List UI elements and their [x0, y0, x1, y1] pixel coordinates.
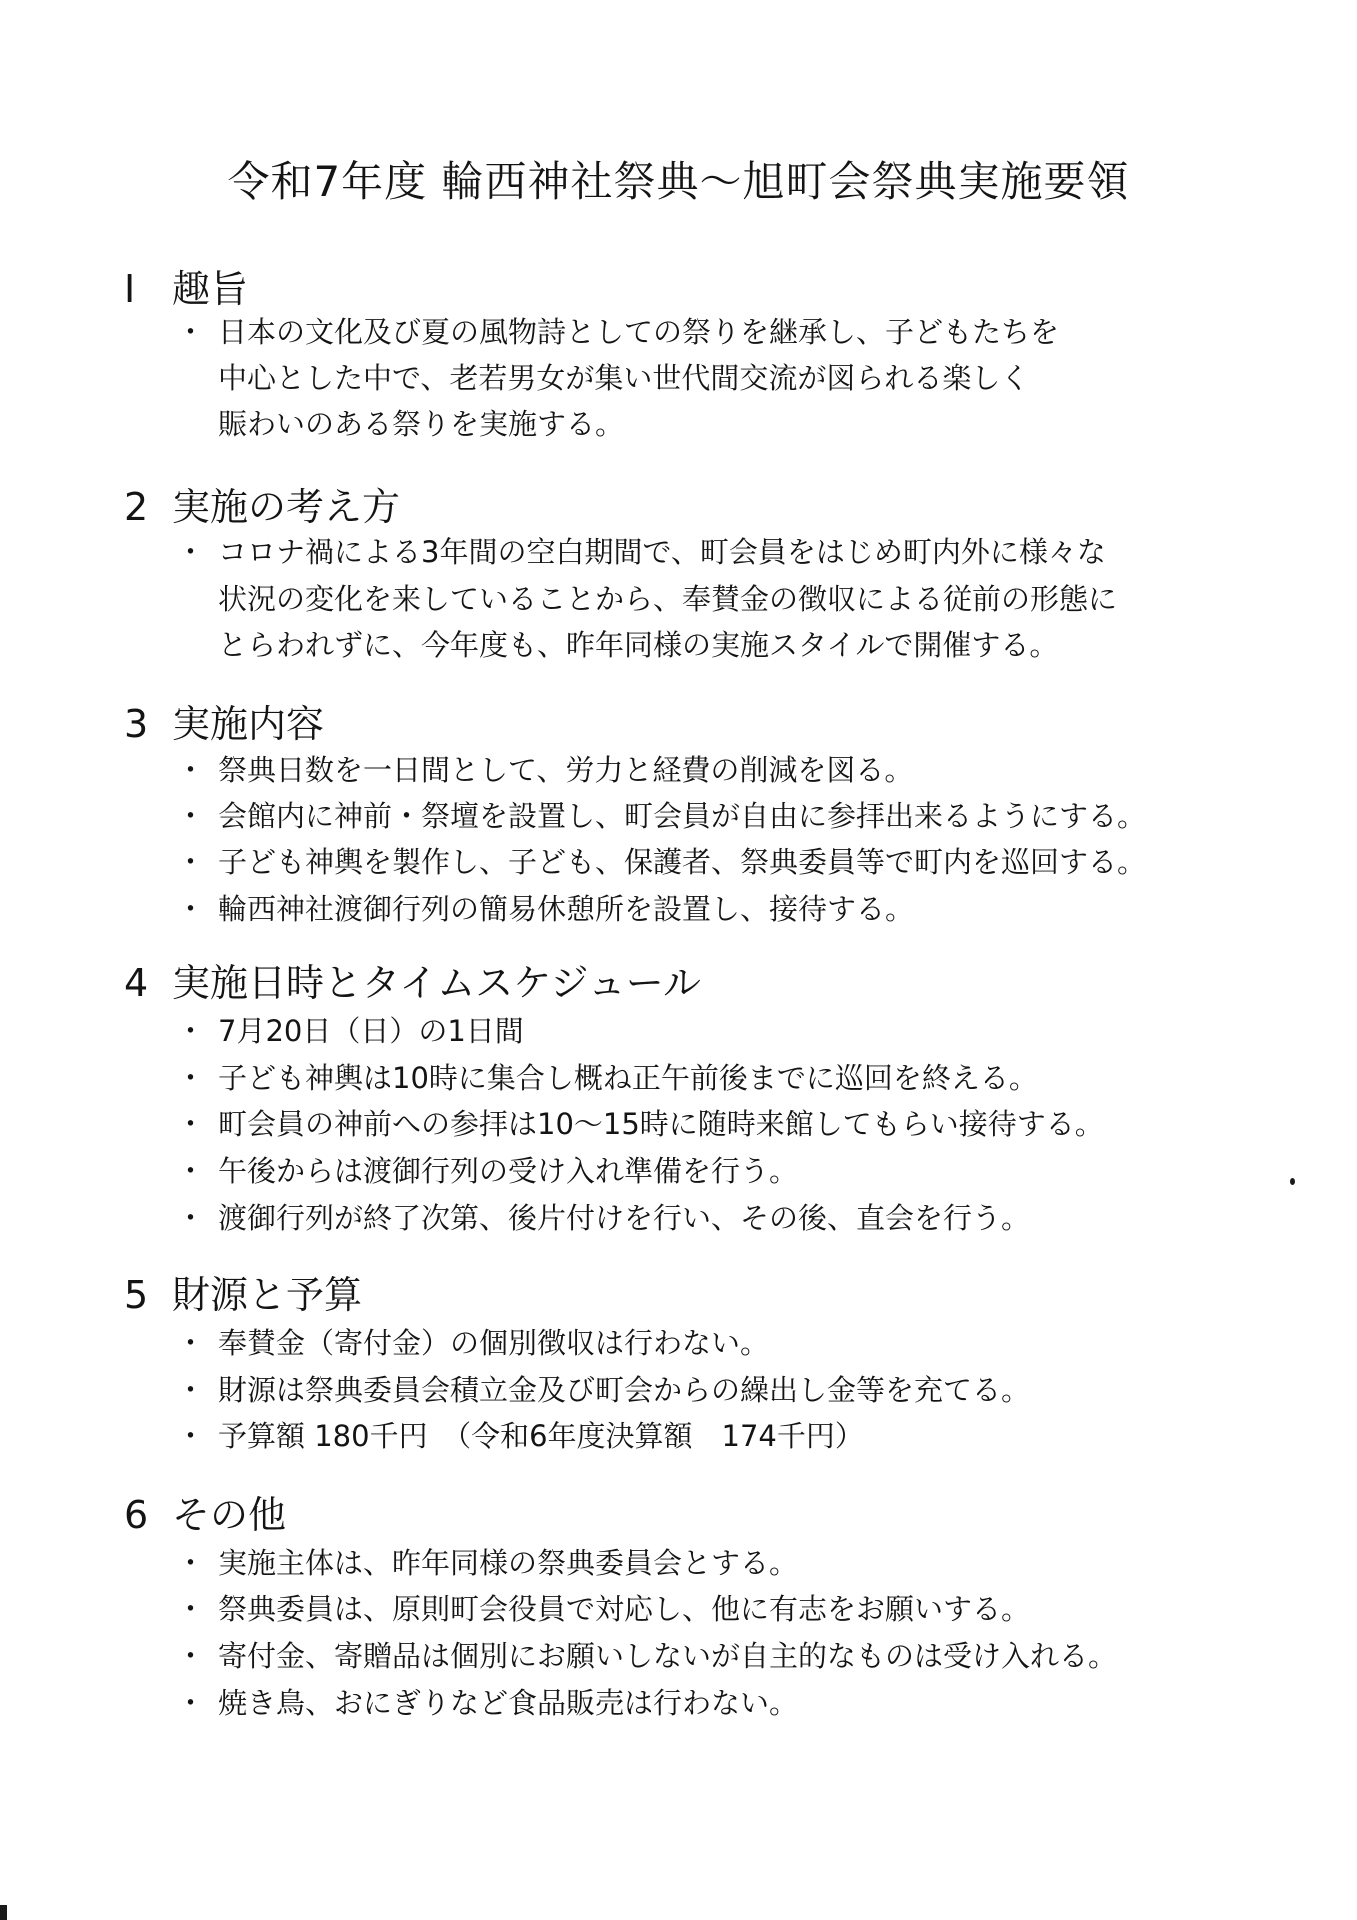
section-heading: [124, 1488, 286, 1542]
bullet-marker: ・: [176, 1014, 206, 1048]
section-title: 趣旨: [172, 267, 249, 311]
bullet-marker: ・: [176, 799, 206, 833]
bullet-marker: ・: [176, 1686, 206, 1720]
section-number: 6: [124, 1493, 149, 1537]
body-text-line: 寄付金、寄贈品は個別にお願いしないが自主的なものは受け入れる。: [218, 1639, 1118, 1673]
section-number: 2: [124, 485, 149, 529]
bullet-marker: ・: [176, 1592, 206, 1626]
body-text-line: コロナ禍による3年間の空白期間で、町会員をはじめ町内外に様々な: [218, 535, 1106, 569]
section-title: 実施日時とタイムスケジュール: [172, 961, 701, 1005]
body-text-line: 輪西神社渡御行列の簡易休憩所を設置し、接待する。: [218, 892, 915, 926]
bullet-marker: ・: [176, 892, 206, 926]
bullet-marker: ・: [176, 1201, 206, 1235]
section-heading: [124, 956, 701, 1010]
section-number: 3: [124, 702, 149, 746]
bullet-marker: ・: [176, 1107, 206, 1141]
bullet-marker: ・: [176, 1154, 206, 1188]
body-text-line: 午後からは渡御行列の受け入れ準備を行う。: [218, 1154, 799, 1188]
section-heading: [124, 480, 400, 534]
body-text-line: 中心とした中で、老若男女が集い世代間交流が図られる楽しく: [218, 361, 1030, 395]
body-text-line: 実施主体は、昨年同様の祭典委員会とする。: [218, 1546, 799, 1580]
section-heading: [124, 262, 248, 316]
bullet-marker: ・: [176, 535, 206, 569]
bullet-marker: ・: [176, 845, 206, 879]
document-title: 令和7年度 輪西神社祭典～旭町会祭典実施要領: [227, 157, 1130, 206]
scan-edge-mark: [0, 1905, 7, 1920]
body-text-line: 子ども神輿を製作し、子ども、保護者、祭典委員等で町内を巡回する。: [218, 845, 1147, 879]
bullet-marker: ・: [176, 1419, 206, 1453]
body-text-line: 渡御行列が終了次第、後片付けを行い、その後、直会を行う。: [218, 1201, 1031, 1235]
section-number: 5: [124, 1273, 149, 1317]
body-text-line: とらわれずに、今年度も、昨年同様の実施スタイルで開催する。: [218, 628, 1059, 662]
body-text-line: 焼き鳥、おにぎりなど食品販売は行わない。: [218, 1686, 799, 1720]
body-text-line: 奉賛金（寄付金）の個別徴収は行わない。: [218, 1326, 770, 1360]
body-text-line: 賑わいのある祭りを実施する。: [218, 407, 625, 441]
bullet-marker: ・: [176, 1639, 206, 1673]
section-title: その他: [172, 1493, 287, 1537]
section-title: 財源と予算: [172, 1273, 363, 1317]
body-text-line: 祭典委員は、原則町会役員で対応し、他に有志をお願いする。: [218, 1592, 1031, 1626]
body-text-line: 財源は祭典委員会積立金及び町会からの繰出し金等を充てる。: [218, 1373, 1031, 1407]
bullet-marker: ・: [176, 1061, 206, 1095]
body-text-line: 会館内に神前・祭壇を設置し、町会員が自由に参拝出来るようにする。: [218, 799, 1147, 833]
body-text-line: 7月20日（日）の1日間: [218, 1014, 524, 1048]
body-text-line: 予算額 180千円 （令和6年度決算額 174千円）: [218, 1419, 864, 1453]
bullet-marker: ・: [176, 1546, 206, 1580]
bullet-marker: ・: [176, 1373, 206, 1407]
section-heading: [124, 1268, 362, 1322]
body-text-line: 祭典日数を一日間として、労力と経費の削減を図る。: [218, 753, 914, 787]
section-title: 実施内容: [172, 702, 325, 746]
bullet-marker: ・: [176, 753, 206, 787]
section-number: 4: [124, 961, 149, 1005]
body-text-line: 町会員の神前への参拝は10～15時に随時来館してもらい接待する。: [218, 1107, 1104, 1141]
section-heading: [124, 697, 324, 751]
bullet-marker: ・: [176, 315, 206, 349]
body-text-line: 状況の変化を来していることから、奉賛金の徴収による従前の形態に: [218, 582, 1118, 616]
section-number: Ⅰ: [124, 267, 136, 311]
body-text-line: 子ども神輿は10時に集合し概ね正午前後までに巡回を終える。: [218, 1061, 1038, 1095]
bullet-marker: ・: [176, 1326, 206, 1360]
scan-speck: [1290, 1178, 1295, 1185]
section-title: 実施の考え方: [172, 485, 401, 529]
body-text-line: 日本の文化及び夏の風物詩としての祭りを継承し、子どもたちを: [218, 315, 1060, 349]
